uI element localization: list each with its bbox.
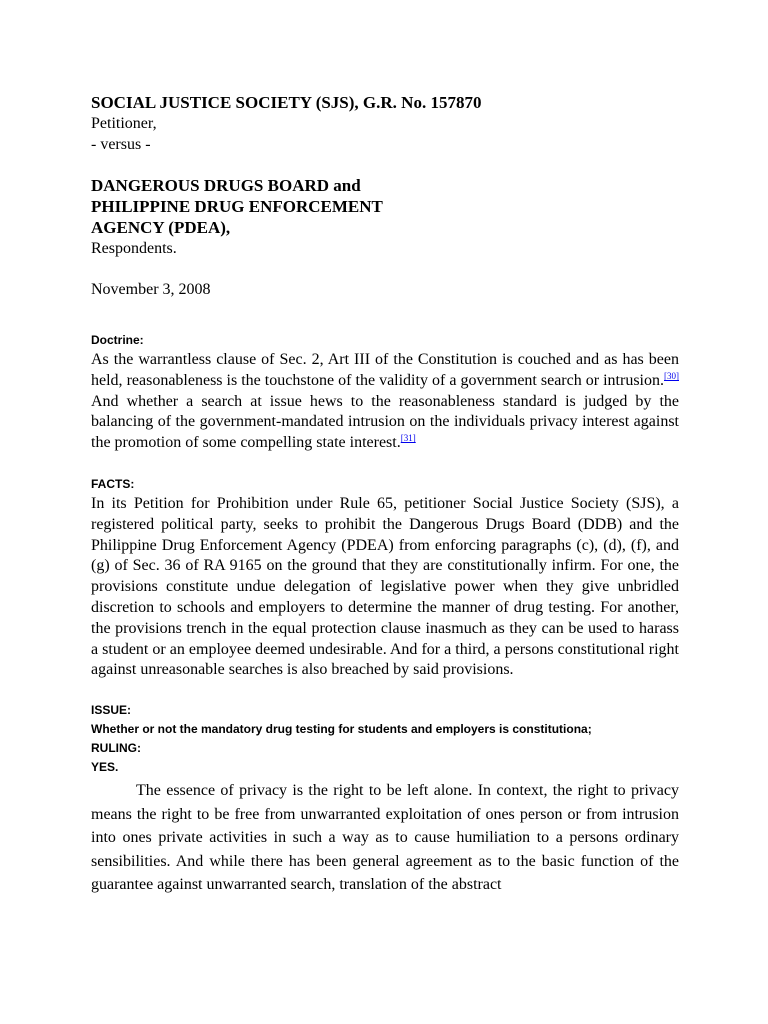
issue-text: Whether or not the mandatory drug testing for students and employers is constitutiona; xyxy=(91,722,592,737)
respondent-name-line-2: PHILIPPINE DRUG ENFORCEMENT xyxy=(91,197,383,216)
ruling-paragraph: The essence of privacy is the right to be left alone. In context, the right to privacy means the right to be free from unwarranted exploitation of ones person or from intrusion into ones private activities in such a way as to cause humiliation to a persons ordinary sensibilities. And while there has been general agreement as to the basic function of the guarantee against unwarranted search, translation of the abstract xyxy=(91,782,679,894)
ruling-answer: YES. xyxy=(91,760,119,775)
ruling-label: RULING: xyxy=(91,741,141,756)
facts-paragraph: In its Petition for Prohibition under Rule 65, petitioner Social Justice Society (SJS), a registered political party, seeks to prohibit the Dangerous Drugs Board (DDB) and the Philippine Drug Enforcement Agency (PDEA) from enforcing paragraphs (c), (d), (f), and (g) of Sec. 36 of RA 9165 on the ground that they are constitutionally infirm. For one, the provisions constitute undue delegation of legislative power when they give unbridled discretion to schools and employers to determine the manner of drug testing. For another, the provisions trench in the equal protection clause inasmuch as they can be used to harass a student or an employee deemed undesirable. And for a third, a persons constitutional right against unreasonable searches is also breached by said provisions. xyxy=(91,494,679,679)
doctrine-text-1: As the warrantless clause of Sec. 2, Art III of the Constitution is couched and as has been held, reasonableness is the touchstone of the validity of a government search or intrusion. xyxy=(91,351,679,389)
doctrine-text-2: And whether a search at issue hews to the reasonableness standard is judged by the balancing of the government-mandated intrusion on the individuals privacy interest against the promotion of some compelling state interest. xyxy=(91,392,679,452)
petitioner-name: SOCIAL JUSTICE SOCIETY (SJS), G.R. No. 157870 xyxy=(91,93,482,112)
doctrine-label: Doctrine: xyxy=(91,333,144,347)
issue-label: ISSUE: xyxy=(91,703,132,718)
versus-text: - versus - xyxy=(91,136,151,153)
footnote-ref-30[interactable]: [30] xyxy=(664,370,679,381)
facts-label: FACTS: xyxy=(91,476,135,491)
footnote-ref-31[interactable]: [31] xyxy=(400,433,416,444)
petitioner-role: Petitioner, xyxy=(91,115,157,132)
document-page xyxy=(91,92,679,897)
respondent-role: Respondents. xyxy=(91,240,177,257)
respondent-name-line-1: DANGEROUS DRUGS BOARD and xyxy=(91,176,361,195)
doctrine-paragraph xyxy=(91,350,679,454)
decision-date: November 3, 2008 xyxy=(91,281,211,298)
respondent-name-line-3: AGENCY (PDEA), xyxy=(91,218,231,237)
